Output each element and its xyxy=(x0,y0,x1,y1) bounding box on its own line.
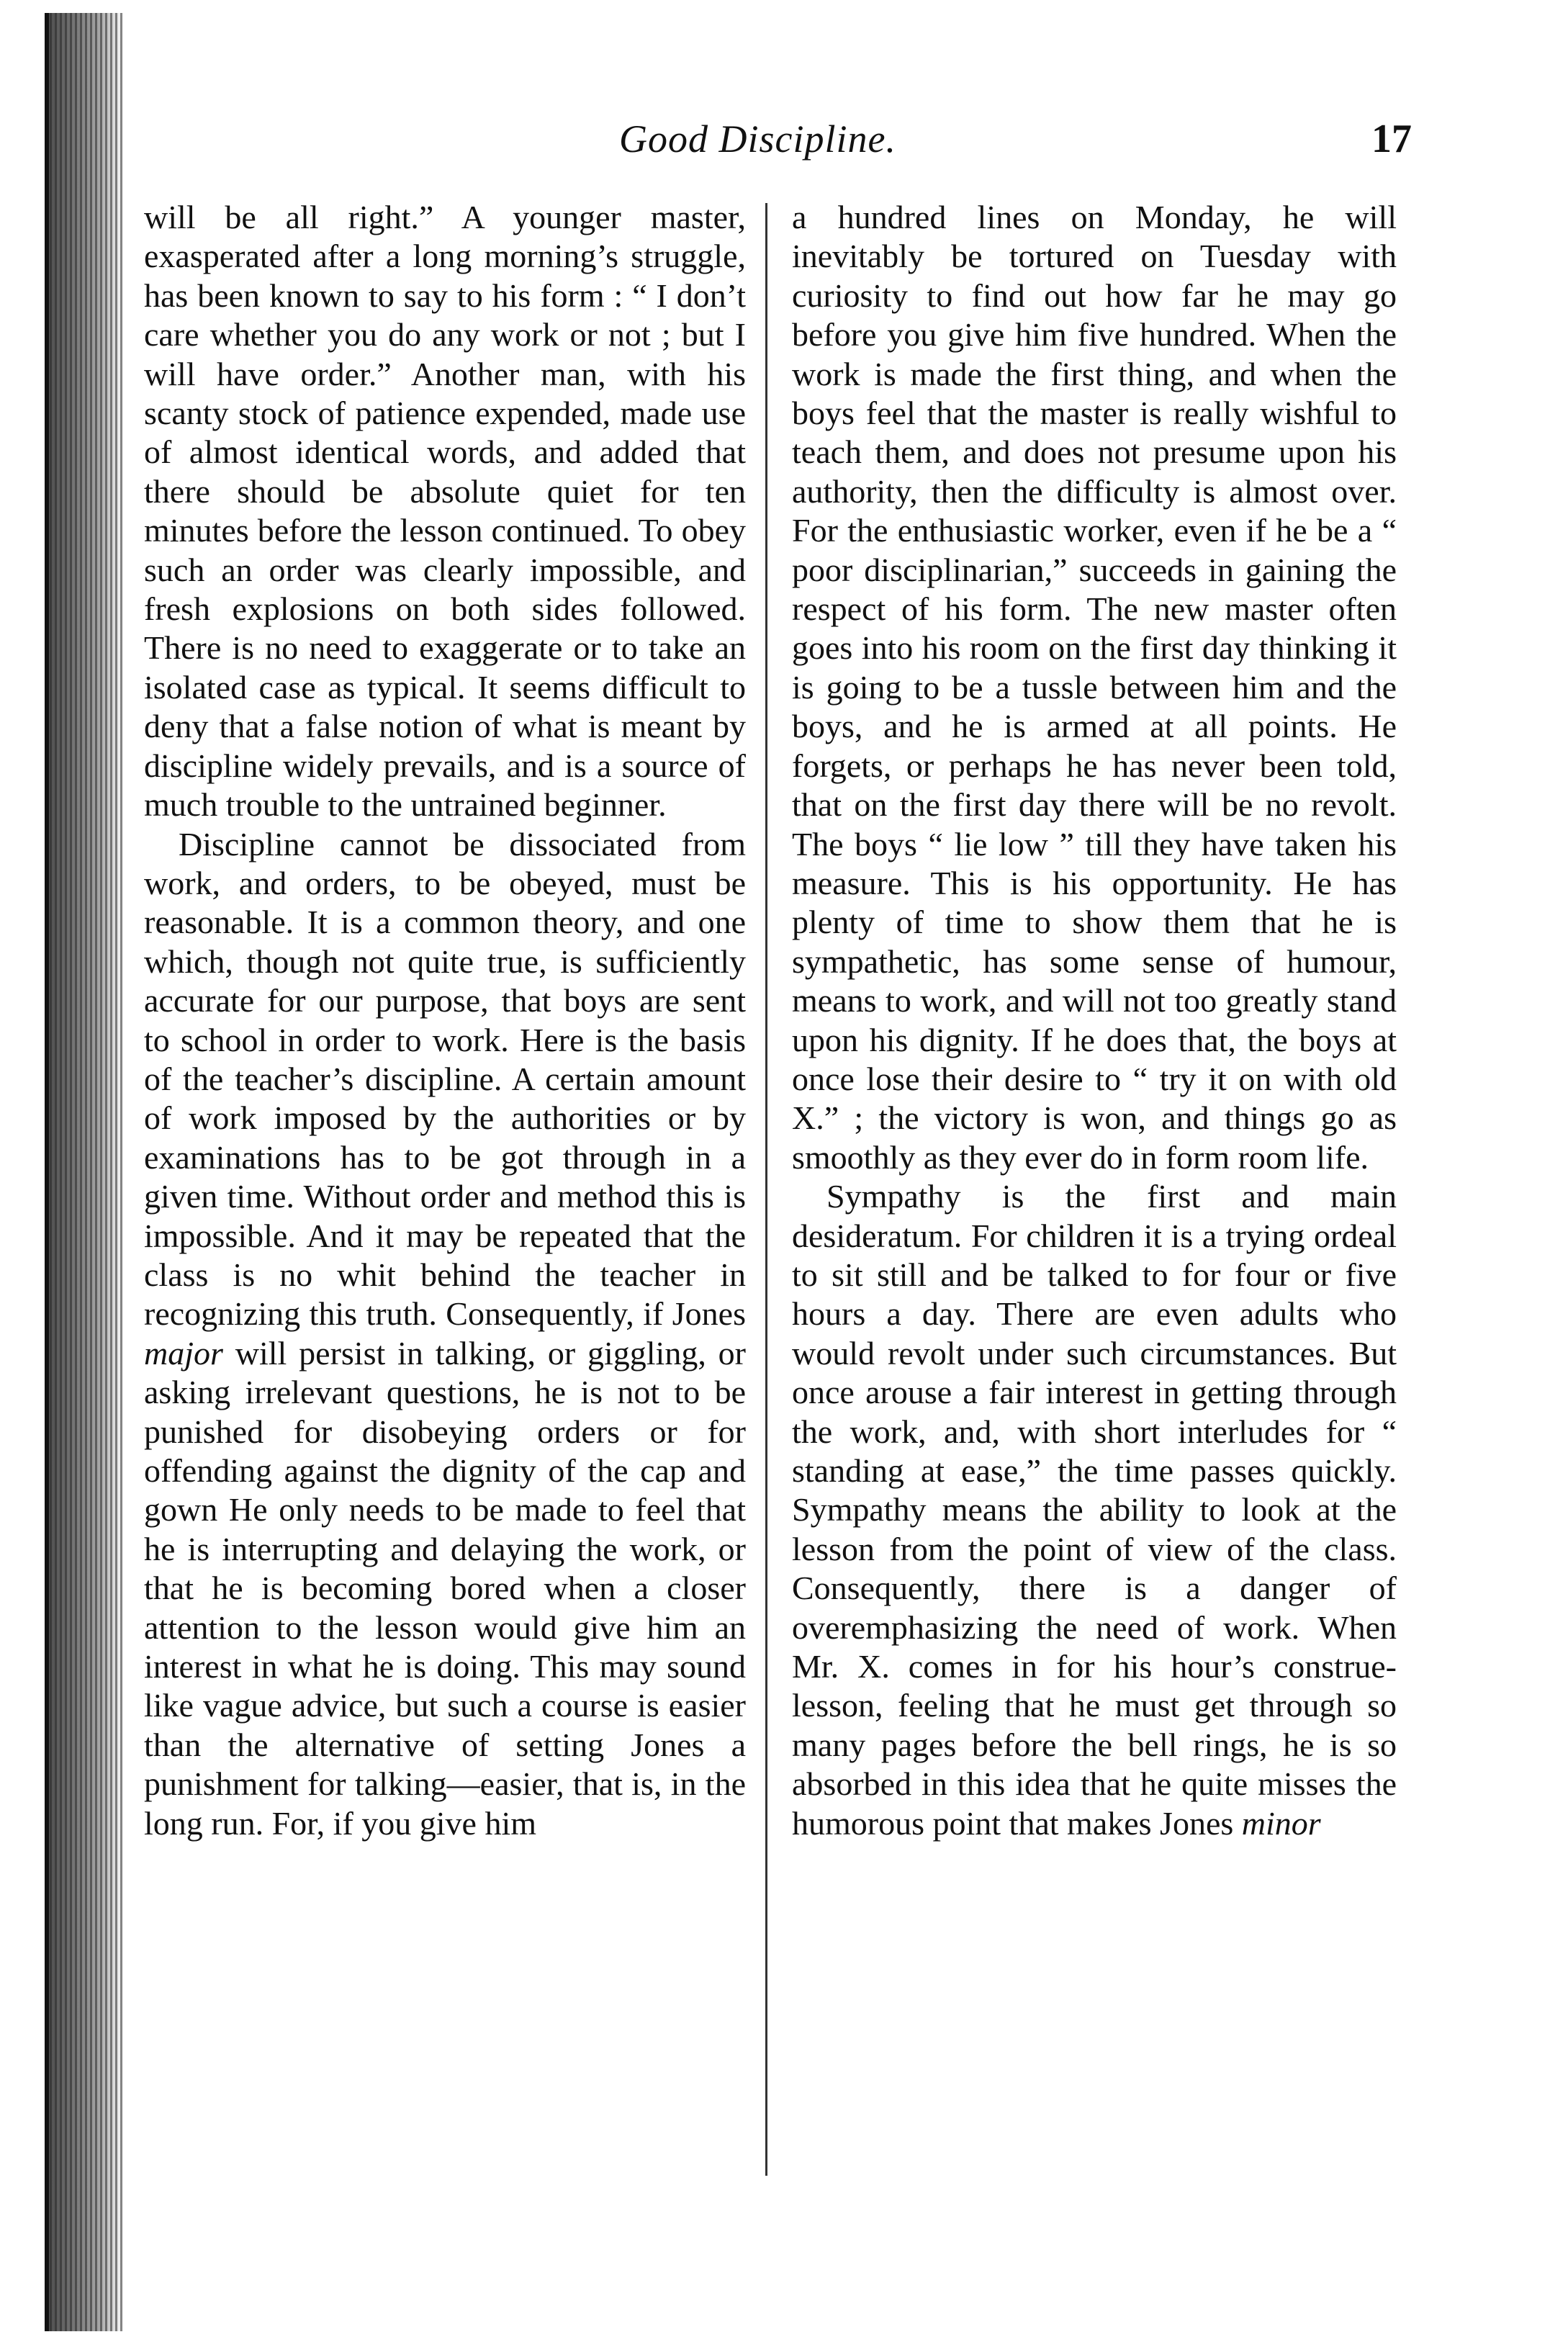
left-paragraph-2-text-b: will persist in talking, or giggling, or asking irrelevant questions, he is not to be punished for disobeying orders or for offending against the dignity of the cap and gown He only needs to be made to feel that he is interrupting and delaying the work, or that he is becoming bored when a closer attention to the lesson would give him an interest in what he is doing. This may sound like vague advice, but such a course is easier than the alternative of setting Jones a punishment for talking—easier, that is, in the long run. For, if you give him xyxy=(144,1334,746,1842)
right-paragraph-2-text-a: Sympathy is the first and main desideratum. For children it is a trying ordeal to sit still and be talked to for four or five hours a day. There are even adults who would revolt under such circumstances. But once arouse a fair interest in getting through the work, and, with short interludes for “ standing at ease,” the time passes quickly. Sympathy means the ability to look at the lesson from the point of view of the class. Consequently, there is a danger of overemphasizing the need of work. When Mr. X. comes in for his hour’s construe-lesson, feeling that he must get through so many pages before the bell rings, he is so absorbed in this idea that he quite misses the humorous point that makes Jones xyxy=(792,1178,1397,1842)
page-number: 17 xyxy=(1371,117,1412,161)
right-paragraph-2 xyxy=(792,1177,1397,1843)
running-title: Good Discipline. xyxy=(619,117,896,161)
page-header xyxy=(0,114,1568,164)
column-divider xyxy=(765,203,767,2176)
left-paragraph-2-text-a: Discipline cannot be dissociated from work, and orders, to be obeyed, must be reasonable. It is a common theory, and one which, though not quite true, is sufficiently accurate for our purpose, that boys are sent to school in order to work. Here is the basis of the teacher’s discipline. A certain amount of work imposed by the authorities or by examinations has to be got through in a given time. Without order and method this is impossible. And it may be repeated that the class is no whit behind the teacher in recognizing this truth. Consequently, if Jones xyxy=(144,825,746,1333)
page-binding-edge xyxy=(45,13,49,2331)
left-column xyxy=(144,198,746,1843)
right-paragraph-2-italic: minor xyxy=(1241,1804,1321,1842)
page-binding-shadow xyxy=(45,13,124,2331)
left-paragraph-2-italic: major xyxy=(144,1334,223,1372)
right-column xyxy=(792,198,1397,1843)
right-paragraph-1: a hundred lines on Monday, he will inevitably be tortured on Tuesday with curiosity to find out how far he may go before you give him five hundred. When the work is made the first thing, and when the boys feel that the master is really wishful to teach them, and does not presume upon his authority, then the difficulty is almost over. For the enthusiastic worker, even if he be a “ poor disciplinarian,” succeeds in gaining the respect of his form. The new master often goes into his room on the first day thinking it is going to be a tussle between him and the boys, and he is armed at all points. He forgets, or perhaps he has never been told, that on the first day there will be no revolt. The boys “ lie low ” till they have taken his measure. This is his opportunity. He has plenty of time to show them that he is sympathetic, has some sense of humour, means to work, and will not too greatly stand upon his dignity. If he does that, the boys at once lose their desire to “ try it on with old X.” ; the victory is won, and things go as smoothly as they ever do in form room life. xyxy=(792,199,1397,1176)
left-paragraph-1: will be all right.” A younger master, exasperated after a long morning’s struggle, has been known to say to his form : “ I don’t care whether you do any work or not ; but I will have order.” Another man, with his scanty stock of patience expended, made use of almost identical words, and added that there should be absolute quiet for ten minutes before the lesson continued. To obey such an order was clearly impossible, and fresh explosions on both sides followed. There is no need to exaggerate or to take an isolated case as typical. It seems difficult to deny that a false notion of what is meant by discipline widely prevails, and is a source of much trouble to the untrained beginner. xyxy=(144,199,746,824)
left-paragraph-2 xyxy=(144,825,746,1844)
